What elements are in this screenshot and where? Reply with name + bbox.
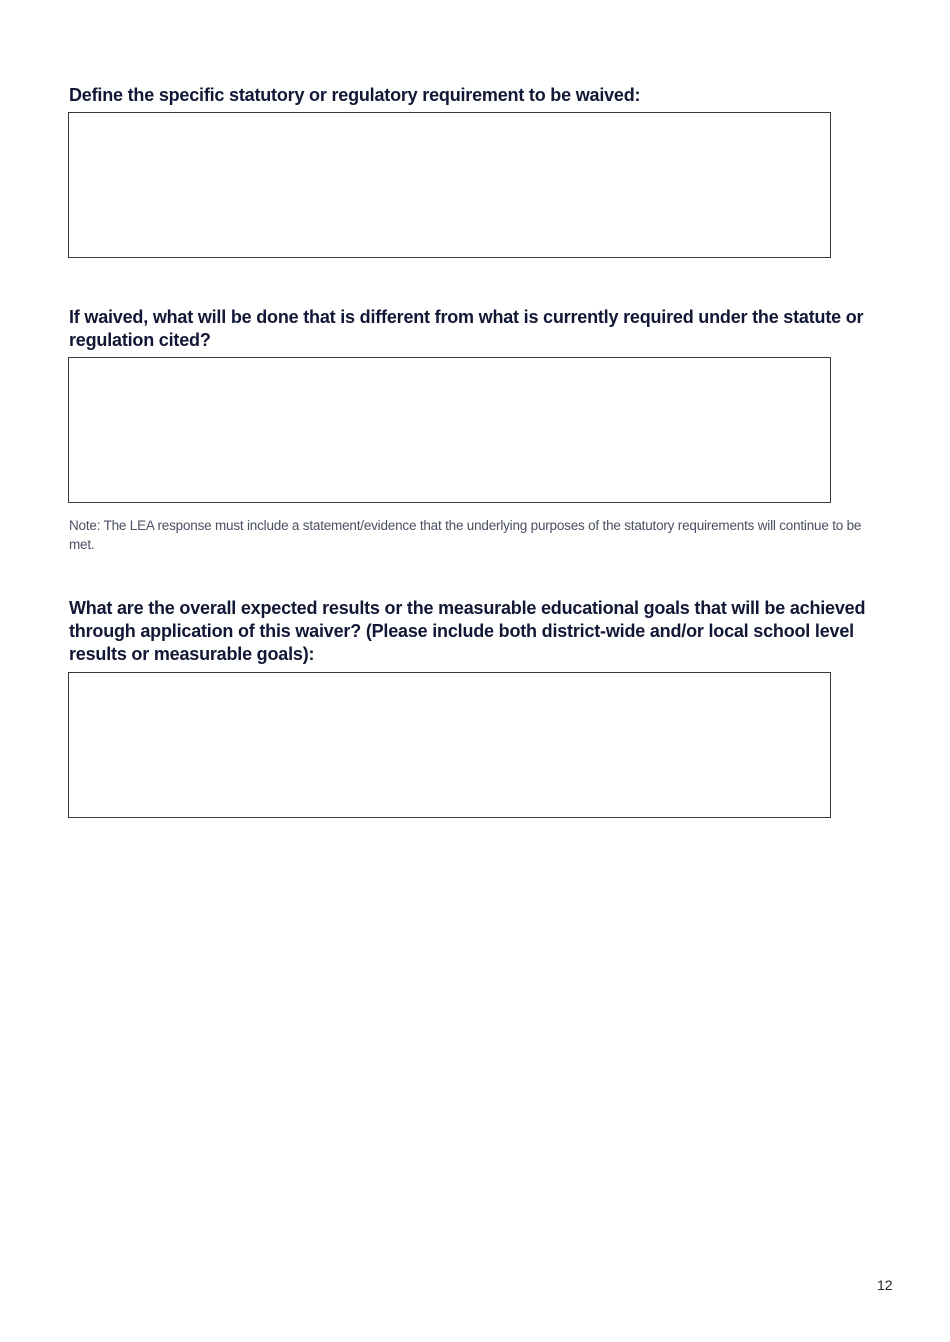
expected-results-question-heading: What are the overall expected results or the measurable educational goals that will be achieved through application of this waiver? (Please include both district-wide and/or local school level results or measurable goals): xyxy=(69,598,866,664)
expected-results-answer-box[interactable] xyxy=(68,672,831,818)
requirement-question-heading: Define the specific statutory or regulatory requirement to be waived: xyxy=(69,85,641,105)
difference-answer-box[interactable] xyxy=(68,357,831,503)
lea-response-note: Note: The LEA response must include a statement/evidence that the underlying purposes of the statutory requirements will continue to be met. xyxy=(69,518,862,552)
difference-question-heading: If waived, what will be done that is different from what is currently required under the statute or regulation cited? xyxy=(69,307,864,350)
page-number: 12 xyxy=(877,1277,893,1293)
requirement-answer-box[interactable] xyxy=(68,112,831,258)
